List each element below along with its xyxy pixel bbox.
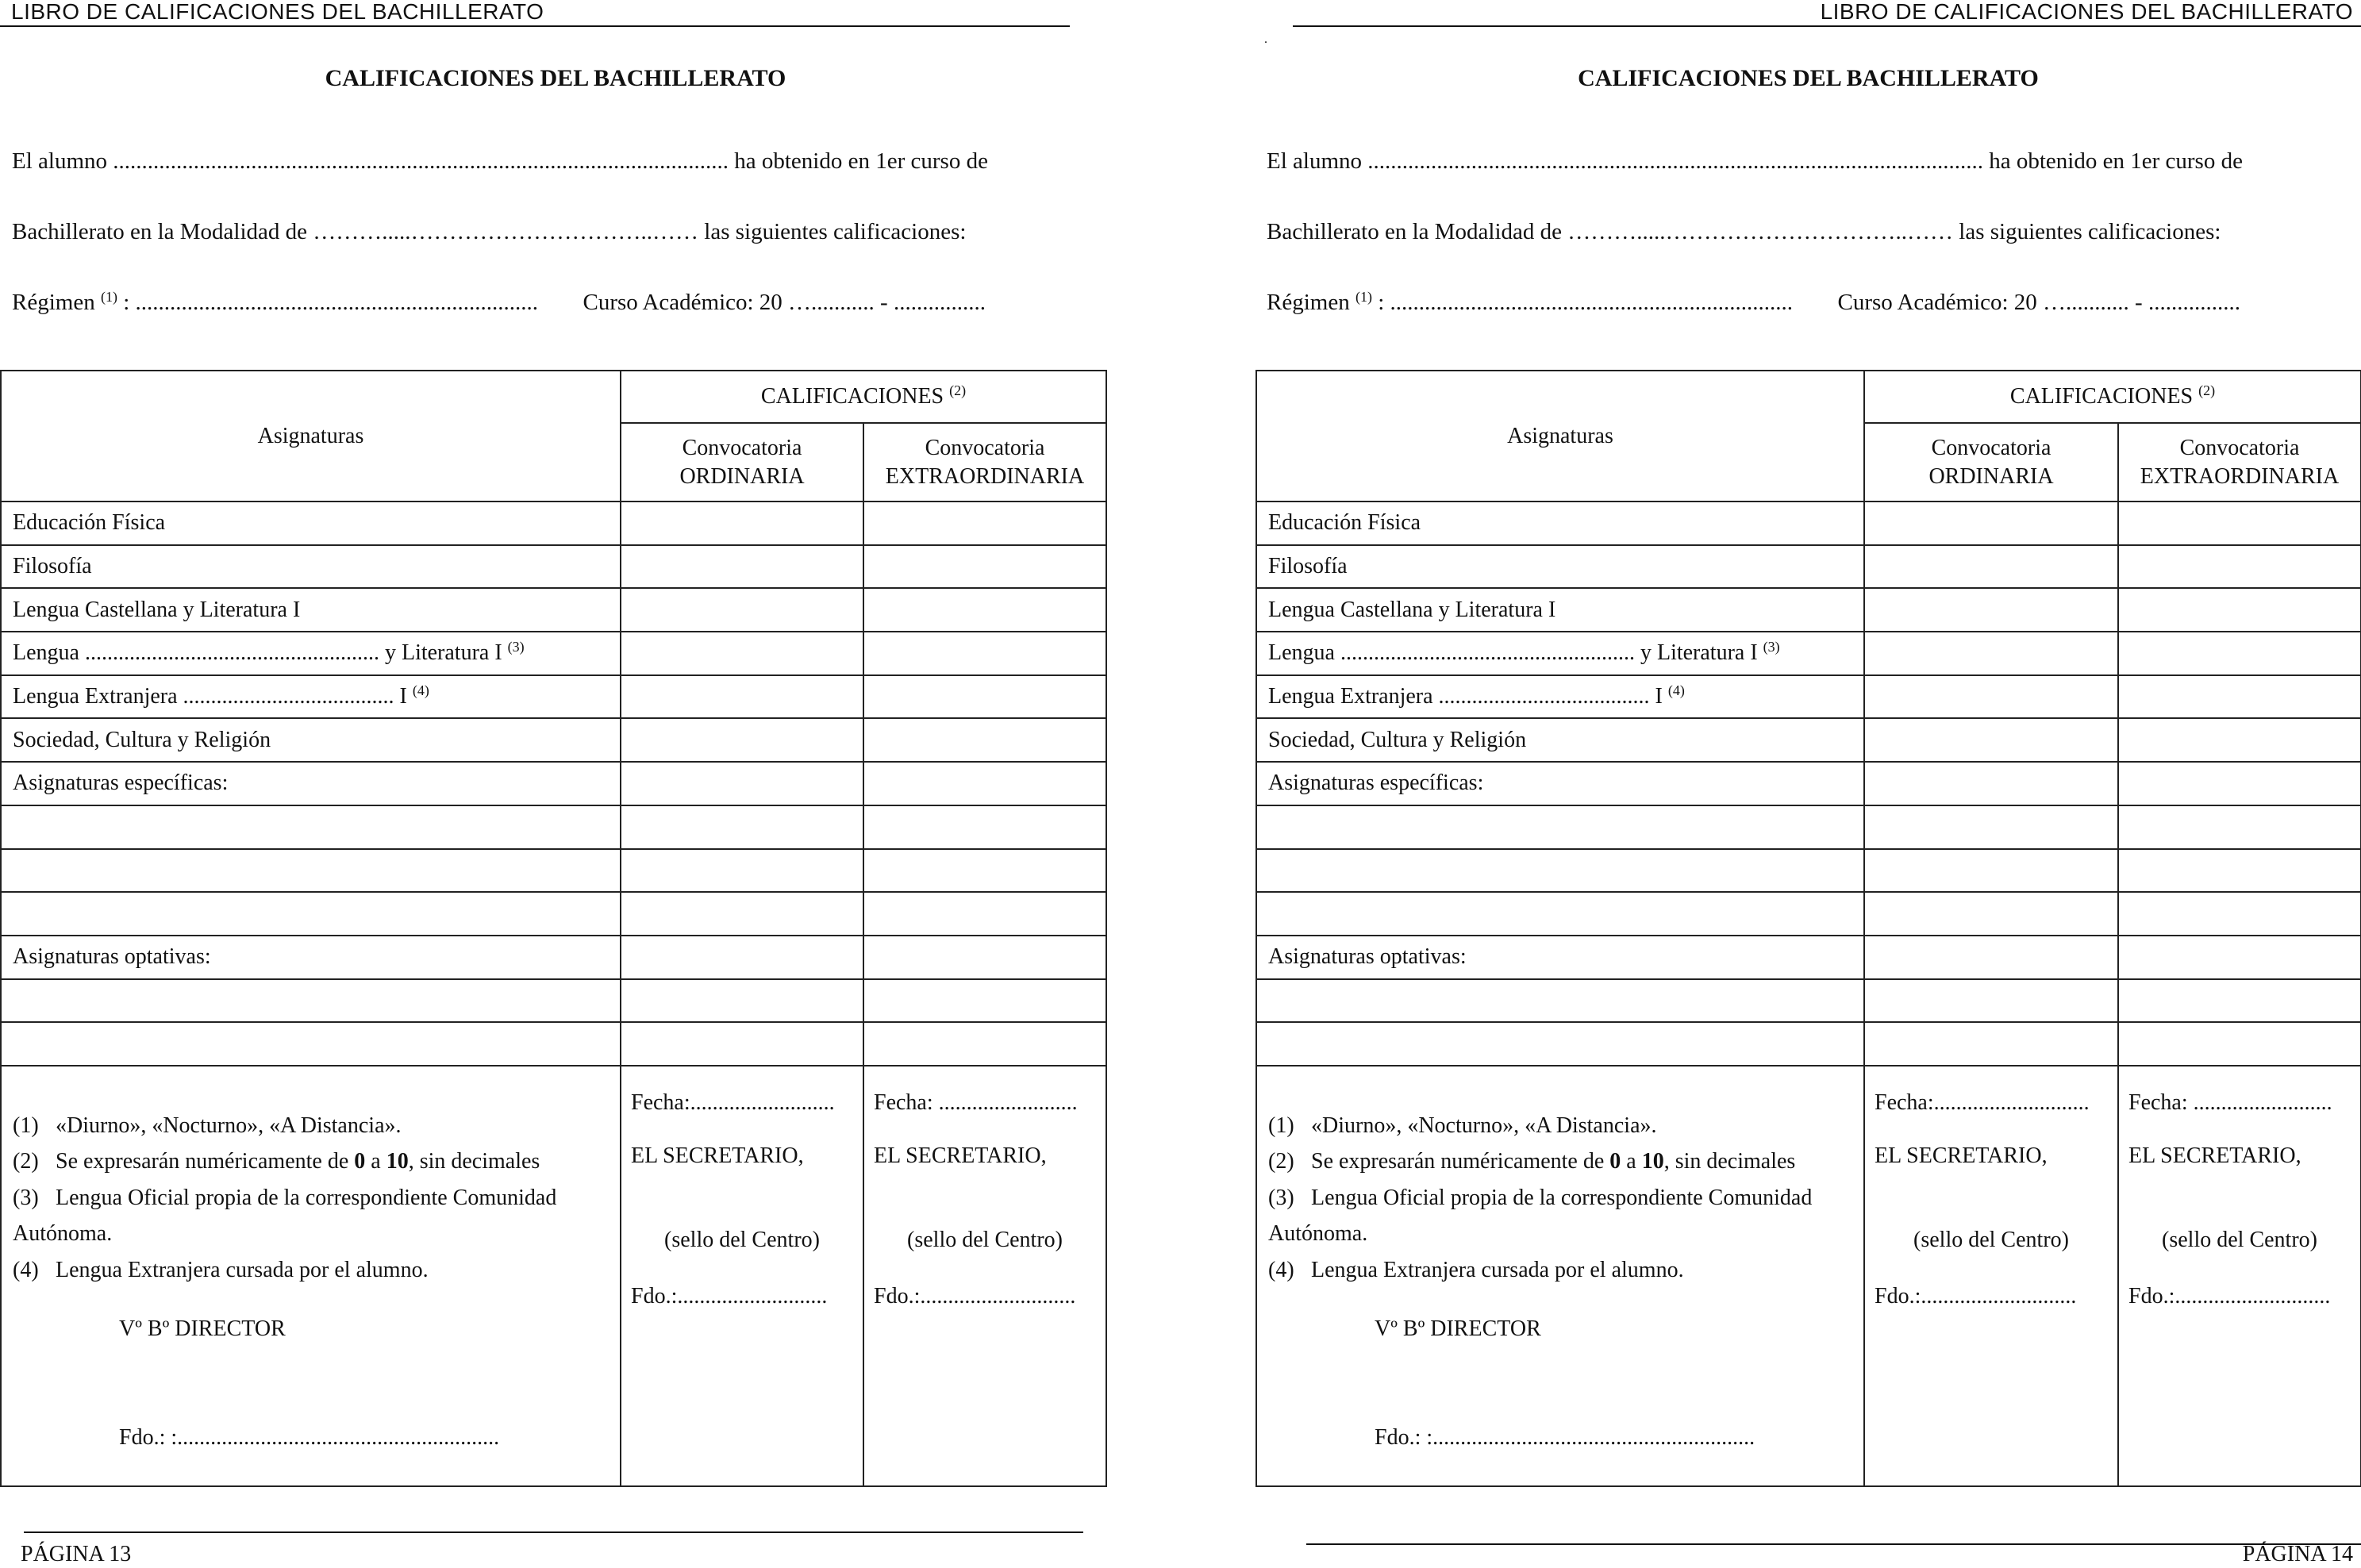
- subject-cell: [1256, 979, 1864, 1023]
- subject-name: Asignaturas específicas:: [1268, 771, 1484, 796]
- regime-line: [1267, 289, 2240, 316]
- page-14: [1255, 0, 2361, 1568]
- page-number: PÁGINA 14: [2242, 1542, 2353, 1566]
- footnote-ref: (4): [412, 682, 429, 699]
- date-field[interactable]: Fecha: .........................: [2128, 1090, 2332, 1115]
- subject-name: Sociedad, Cultura y Religión: [13, 727, 271, 752]
- ordinary-grade-cell[interactable]: [621, 718, 863, 762]
- subject-cell: [1256, 892, 1864, 936]
- subject-cell: [1256, 502, 1864, 545]
- extraordinary-grade-cell[interactable]: [863, 718, 1106, 762]
- page-number: PÁGINA 13: [21, 1542, 132, 1566]
- footnotes-cell: [1256, 1066, 1864, 1486]
- header-rule: [1293, 25, 2361, 27]
- extraordinary-grade-cell[interactable]: [2118, 1022, 2361, 1066]
- ordinary-header-line1: Convocatoria: [1931, 435, 2051, 460]
- ordinary-grade-cell[interactable]: [1864, 545, 2118, 589]
- subject-name: Lengua ..................................................... y Literatura I: [13, 640, 502, 666]
- table-row: [1, 545, 1106, 589]
- ordinary-grade-cell[interactable]: [1864, 849, 2118, 893]
- footer-rule: [24, 1531, 1083, 1533]
- secretary-label: EL SECRETARIO,: [874, 1143, 1047, 1168]
- extraordinary-grade-cell[interactable]: [863, 502, 1106, 545]
- footnote-2: (2) Se expresarán numéricamente de 0 a 10, sin decimales: [1268, 1149, 1796, 1174]
- subject-cell: [1, 892, 621, 936]
- table-row: [1256, 936, 2361, 979]
- header-rule: [0, 25, 1070, 27]
- center-seal-label: (sello del Centro): [2162, 1227, 2317, 1252]
- page-13: [0, 0, 1175, 1568]
- ordinary-grade-cell[interactable]: [1864, 979, 2118, 1023]
- table-row: [1256, 675, 2361, 719]
- subject-cell: [1, 805, 621, 849]
- secretary-label: EL SECRETARIO,: [631, 1143, 804, 1168]
- footnote-4: (4) Lengua Extranjera cursada por el alumno.: [13, 1257, 429, 1282]
- subject-cell: [1, 675, 621, 719]
- footer-rule: [1306, 1543, 2361, 1545]
- subject-name: Educación Física: [1268, 510, 1421, 536]
- subject-rows: [1256, 502, 2361, 1066]
- ordinary-grade-cell[interactable]: [1864, 1022, 2118, 1066]
- table-row: [1256, 588, 2361, 632]
- subject-name: Lengua Extranjera ...................................... I: [13, 684, 407, 709]
- grades-header-text: CALIFICACIONES: [760, 384, 944, 409]
- subject-cell: [1256, 936, 1864, 979]
- ordinary-grade-cell[interactable]: [1864, 588, 2118, 632]
- subject-cell: [1256, 632, 1864, 675]
- ordinary-grade-cell[interactable]: [621, 675, 863, 719]
- grades-table: [0, 370, 1107, 1487]
- subject-name: Asignaturas optativas:: [13, 944, 211, 970]
- footnote-2: (2) Se expresarán numéricamente de 0 a 10, sin decimales: [13, 1149, 540, 1174]
- extraordinary-grade-cell[interactable]: [863, 892, 1106, 936]
- extraordinary-header: [863, 423, 1106, 502]
- stray-mark: .: [1264, 33, 1267, 46]
- signature-field[interactable]: Fdo.:............................: [874, 1283, 1076, 1309]
- footnote-3: (3) Lengua Oficial propia de la correspondiente Comunidad: [1268, 1185, 1813, 1210]
- ordinary-grade-cell[interactable]: [1864, 632, 2118, 675]
- footnotes-cell: [1, 1066, 621, 1486]
- table-row: [1, 762, 1106, 805]
- extraordinary-grade-cell[interactable]: [863, 545, 1106, 589]
- extraordinary-grade-cell[interactable]: [863, 1022, 1106, 1066]
- extraordinary-grade-cell[interactable]: [863, 936, 1106, 979]
- subject-cell: [1, 762, 621, 805]
- extraordinary-grade-cell[interactable]: [863, 849, 1106, 893]
- date-field[interactable]: Fecha:..........................: [631, 1090, 835, 1115]
- extraordinary-grade-cell[interactable]: [2118, 892, 2361, 936]
- footnote-3: (3) Lengua Oficial propia de la correspondiente Comunidad: [13, 1185, 557, 1210]
- extraordinary-header-line1: Convocatoria: [2179, 435, 2300, 460]
- extraordinary-grade-cell[interactable]: [2118, 588, 2361, 632]
- table-row: [1, 632, 1106, 675]
- ordinary-grade-cell[interactable]: [1864, 805, 2118, 849]
- subject-name: Lengua Castellana y Literatura I: [1268, 597, 1556, 622]
- subject-name: Educación Física: [13, 510, 166, 536]
- regime-fill: : ......................................................................: [1371, 290, 1794, 315]
- footnote-3-continued: Autónoma.: [1268, 1221, 1368, 1247]
- ordinary-grade-cell[interactable]: [1864, 936, 2118, 979]
- subject-cell: [1, 545, 621, 589]
- subject-cell: [1, 979, 621, 1023]
- footnote-ref: (3): [1763, 639, 1780, 655]
- subject-name: Lengua Extranjera ...................................... I: [1268, 684, 1663, 709]
- signature-field[interactable]: Fdo.:...........................: [631, 1283, 828, 1309]
- footnote-ref: (3): [507, 639, 525, 655]
- table-row: [1, 849, 1106, 893]
- footnote-ref: (4): [1667, 682, 1685, 699]
- modality-line: Bachillerato en la Modalidad de ……….....…………………………..…… las siguientes calificaciones:: [12, 219, 967, 244]
- subject-cell: [1256, 1022, 1864, 1066]
- academic-year: Curso Académico: 20 …........... - ................: [1837, 290, 2240, 315]
- footnote-ref: (1): [100, 289, 117, 305]
- table-row: [1, 718, 1106, 762]
- ordinary-signature-cell: [1864, 1066, 2118, 1486]
- center-seal-label: (sello del Centro): [1913, 1227, 2069, 1252]
- table-row: [1, 892, 1106, 936]
- footnote-ref: (2): [2198, 382, 2216, 398]
- extraordinary-signature-cell: [863, 1066, 1106, 1486]
- subject-rows: [1, 502, 1106, 1066]
- subject-cell: [1256, 718, 1864, 762]
- footnotes: [1268, 1108, 1860, 1289]
- ordinary-grade-cell[interactable]: [621, 979, 863, 1023]
- ordinary-grade-cell[interactable]: [621, 849, 863, 893]
- table-row: [1256, 892, 2361, 936]
- modality-line: Bachillerato en la Modalidad de ……….....…………………………..…… las siguientes calificaciones:: [1267, 219, 2221, 244]
- extraordinary-grade-cell[interactable]: [2118, 849, 2361, 893]
- subject-cell: [1256, 762, 1864, 805]
- subject-cell: [1256, 588, 1864, 632]
- extraordinary-header-line1: Convocatoria: [925, 435, 1045, 460]
- table-row: [1256, 979, 2361, 1023]
- ordinary-grade-cell[interactable]: [1864, 762, 2118, 805]
- footnote-ref: (1): [1355, 289, 1372, 305]
- subject-cell: [1256, 849, 1864, 893]
- extraordinary-grade-cell[interactable]: [2118, 675, 2361, 719]
- subject-name: Lengua Castellana y Literatura I: [13, 597, 301, 622]
- table-row: [1, 1022, 1106, 1066]
- extraordinary-header-line2: EXTRAORDINARIA: [885, 463, 1085, 489]
- subjects-header: Asignaturas: [1256, 371, 1864, 502]
- footnotes: [13, 1108, 617, 1289]
- extraordinary-header-line2: EXTRAORDINARIA: [2140, 463, 2340, 489]
- extraordinary-grade-cell[interactable]: [863, 632, 1106, 675]
- subject-name: Lengua ..................................................... y Literatura I: [1268, 640, 1758, 666]
- extraordinary-grade-cell[interactable]: [2118, 718, 2361, 762]
- director-approval: Vº Bº DIRECTOR: [1375, 1316, 1541, 1341]
- ordinary-grade-cell[interactable]: [621, 632, 863, 675]
- table-row: [1256, 762, 2361, 805]
- extraordinary-grade-cell[interactable]: [2118, 632, 2361, 675]
- table-row: [1256, 849, 2361, 893]
- center-seal-label: (sello del Centro): [664, 1227, 820, 1252]
- table-row: [1, 588, 1106, 632]
- extraordinary-grade-cell[interactable]: [863, 805, 1106, 849]
- regime-label: Régimen: [1267, 290, 1350, 315]
- ordinary-grade-cell[interactable]: [621, 588, 863, 632]
- ordinary-grade-cell[interactable]: [621, 892, 863, 936]
- ordinary-signature-cell: [621, 1066, 863, 1486]
- footnote-3-continued: Autónoma.: [13, 1221, 113, 1247]
- subject-cell: [1, 718, 621, 762]
- student-line: El alumno ........................................................................................................... ha obtenido en 1er curso de: [12, 148, 988, 174]
- subject-cell: [1256, 805, 1864, 849]
- table-row: [1256, 718, 2361, 762]
- document-title: CALIFICACIONES DEL BACHILLERATO: [1578, 65, 2039, 91]
- table-row: [1, 502, 1106, 545]
- subjects-header: Asignaturas: [1, 371, 621, 502]
- subject-name: Asignaturas optativas:: [1268, 944, 1467, 970]
- subject-name: Filosofía: [13, 554, 92, 579]
- secretary-label: EL SECRETARIO,: [1875, 1143, 2048, 1168]
- ordinary-grade-cell[interactable]: [621, 1022, 863, 1066]
- extraordinary-grade-cell[interactable]: [2118, 979, 2361, 1023]
- footnote-ref: (2): [949, 382, 967, 398]
- ordinary-header-line2: ORDINARIA: [679, 463, 805, 489]
- extraordinary-grade-cell[interactable]: [2118, 805, 2361, 849]
- ordinary-grade-cell[interactable]: [1864, 502, 2118, 545]
- subject-cell: [1, 632, 621, 675]
- subject-cell: [1256, 545, 1864, 589]
- extraordinary-grade-cell[interactable]: [2118, 762, 2361, 805]
- running-header: LIBRO DE CALIFICACIONES DEL BACHILLERATO: [11, 0, 544, 24]
- secretary-label: EL SECRETARIO,: [2128, 1143, 2301, 1168]
- footnote-4: (4) Lengua Extranjera cursada por el alumno.: [1268, 1257, 1684, 1282]
- subject-cell: [1256, 675, 1864, 719]
- student-line: El alumno ........................................................................................................... ha obtenido en 1er curso de: [1267, 148, 2243, 174]
- signature-field[interactable]: Fdo.:............................: [1875, 1283, 2077, 1309]
- director-signature-line: Fdo.: :..........................................................: [1375, 1424, 1755, 1450]
- grades-header: [621, 371, 1106, 423]
- extraordinary-grade-cell[interactable]: [2118, 545, 2361, 589]
- grades-header: [1864, 371, 2361, 423]
- grades-header-text: CALIFICACIONES: [2009, 384, 2194, 409]
- table-row: [1256, 632, 2361, 675]
- table-row: [1, 805, 1106, 849]
- ordinary-grade-cell[interactable]: [621, 545, 863, 589]
- director-signature-line: Fdo.: :..........................................................: [119, 1424, 500, 1450]
- center-seal-label: (sello del Centro): [907, 1227, 1063, 1252]
- table-row: [1256, 1022, 2361, 1066]
- grades-table: [1255, 370, 2361, 1487]
- ordinary-grade-cell[interactable]: [621, 805, 863, 849]
- date-field[interactable]: Fecha: .........................: [874, 1090, 1078, 1115]
- ordinary-grade-cell[interactable]: [621, 936, 863, 979]
- subject-cell: [1, 849, 621, 893]
- table-row: [1256, 805, 2361, 849]
- subject-cell: [1, 502, 621, 545]
- subject-cell: [1, 1022, 621, 1066]
- academic-year: Curso Académico: 20 …........... - ................: [583, 290, 986, 315]
- ordinary-header: [621, 423, 863, 502]
- document-title: CALIFICACIONES DEL BACHILLERATO: [325, 65, 786, 91]
- footnote-1: (1) «Diurno», «Nocturno», «A Distancia».: [1268, 1113, 1657, 1138]
- extraordinary-grade-cell[interactable]: [863, 979, 1106, 1023]
- regime-line: [12, 289, 986, 316]
- director-approval: Vº Bº DIRECTOR: [119, 1316, 286, 1341]
- ordinary-grade-cell[interactable]: [1864, 718, 2118, 762]
- extraordinary-grade-cell[interactable]: [863, 675, 1106, 719]
- running-header: LIBRO DE CALIFICACIONES DEL BACHILLERATO: [1820, 0, 2353, 24]
- date-field[interactable]: Fecha:............................: [1875, 1090, 2090, 1115]
- extraordinary-grade-cell[interactable]: [863, 588, 1106, 632]
- ordinary-grade-cell[interactable]: [621, 502, 863, 545]
- table-row: [1, 675, 1106, 719]
- ordinary-header-line1: Convocatoria: [682, 435, 802, 460]
- ordinary-grade-cell[interactable]: [1864, 675, 2118, 719]
- extraordinary-grade-cell[interactable]: [863, 762, 1106, 805]
- extraordinary-signature-cell: [2118, 1066, 2361, 1486]
- table-row: [1, 979, 1106, 1023]
- ordinary-grade-cell[interactable]: [621, 762, 863, 805]
- ordinary-header-line2: ORDINARIA: [1928, 463, 2054, 489]
- extraordinary-grade-cell[interactable]: [2118, 936, 2361, 979]
- signature-field[interactable]: Fdo.:............................: [2128, 1283, 2331, 1309]
- table-row: [1, 936, 1106, 979]
- ordinary-header: [1864, 423, 2118, 502]
- table-row: [1256, 502, 2361, 545]
- subject-name: Filosofía: [1268, 554, 1348, 579]
- table-row: [1256, 545, 2361, 589]
- subject-name: Asignaturas específicas:: [13, 771, 229, 796]
- extraordinary-grade-cell[interactable]: [2118, 502, 2361, 545]
- subject-name: Sociedad, Cultura y Religión: [1268, 727, 1527, 752]
- subject-cell: [1, 936, 621, 979]
- extraordinary-header: [2118, 423, 2361, 502]
- ordinary-grade-cell[interactable]: [1864, 892, 2118, 936]
- regime-fill: : ......................................................................: [117, 290, 539, 315]
- footnote-1: (1) «Diurno», «Nocturno», «A Distancia».: [13, 1113, 402, 1138]
- regime-label: Régimen: [12, 290, 95, 315]
- subject-cell: [1, 588, 621, 632]
